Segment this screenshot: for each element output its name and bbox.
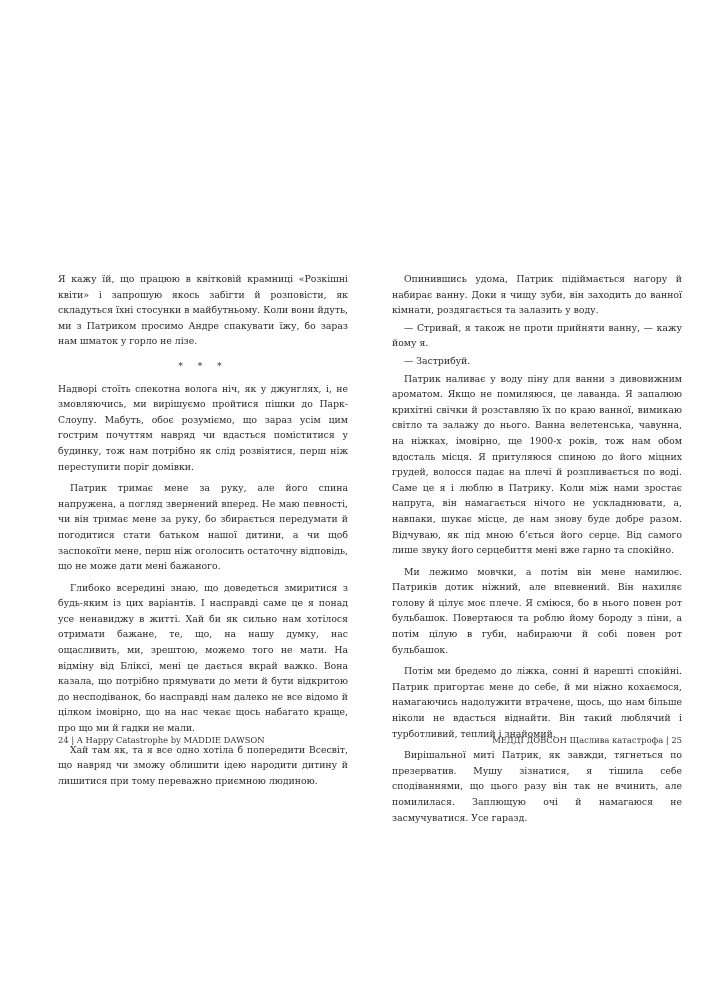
paragraph: — Застрибуй. <box>404 355 471 367</box>
paragraph: Патрик тримає мене за руку, але його спина напружена, а погляд звернений вперед. Не маю певності, чи він тримає мене за руку, бо збирається передумати й погодитися стати батьком нашої дитини, а чи щоб заспокоїти мене, перш ніж оголосить остаточну відповідь, що не може дати мені бажаного. <box>58 483 348 573</box>
paragraph: Патрик наливає у воду піну для ванни з дивовижним ароматом. Якщо не помиляюся, це лаванда. Я запалюю крихітні свічки й розставляю їх по краю ванної, вимикаю світло та залажу до нього. Ванна велетенська, чавунна, на ніжках, імовірно, ще 1900-х років, тож нам обом вдосталь місця. Я притуляюся спиною до його міцних грудей, волосся падає на плечі й розпливається по воді. Саме це я і люблю в Патрику. Коли між нами зростає напруга, він намагається нічого не ускладнювати, а, навпаки, шукає місце, де нам знову буде добре разом. Відчуваю, як під мною б’ється його серце. Від самого лише звуку його серцебиття мені вже гарно та спокійно. <box>392 373 682 557</box>
paragraph: — Стривай, я також не проти прийняти ванну, — кажу йому я. <box>392 322 682 350</box>
paragraph: Ми лежимо мовчки, а потім він мене намилює. Патриків дотик ніжний, але впевнений. Він нахиляє голову й цілує моє плече. Я сміюся, бо в нього повен рот бульбашок. Повертаюся та роблю йому бороду з піни, а потім цілую в губи, набираючи й собі повен рот бульбашок. <box>392 566 682 656</box>
paragraph: Вирішальної миті Патрик, як завжди, тягнеться по презерватив. Мушу зізнатися, я тішила себе сподіваннями, що цього разу він так не вчинить, але помилилася. Заплющую очі й намагаюся не засмучуватися. Усе гаразд. <box>392 750 682 824</box>
left-page <box>58 272 348 789</box>
left-page-footer: 24 | A Happy Catastrophe by MADDIE DAWSON <box>58 735 265 745</box>
paragraph: Потім ми бредемо до ліжка, сонні й нарешті спокійні. Патрик пригортає мене до себе, й ми ніжно кохаємося, намагаючись надолужити втрачене, щось, що нам більше ніколи не вдасться віднайти. Він такий люблячий і турботливий, теплий і знайомий. <box>392 666 682 740</box>
paragraph: Надворі стоїть спекотна волога ніч, як у джунглях, і, не змовляючись, ми вирішуємо пройтися пішки до Парк-Слоупу. Мабуть, обоє розуміємо, що зараз усім цим гострим почуттям навряд чи вдасться поміститися у будинку, тож нам потрібно як слід розвіятися, перш ніж переступити поріг домівки. <box>58 383 348 473</box>
right-page-footer: МЕДДІ ДОВСОН Щаслива катастрофа | 25 <box>492 735 682 745</box>
paragraph: Глибоко всередині знаю, що доведеться змиритися з будь-яким із цих варіантів. І насправді саме це я понад усе ненавиджу в житті. Хай би як сильно нам хотілося отримати бажане, те, що, на нашу думку, нас ощасливить, ми, зрештою, можемо того не мати. На відміну від Бліксі, мені це дається вкрай важко. Вона казала, що потрібно прямувати до мети й бути відкритою до несподіванок, бо насправді нам далеко не все відомо й цілком імовірно, що на нас чекає щось набагато краще, про що ми й гадки не мали. <box>58 582 348 735</box>
left-page-text <box>58 272 348 789</box>
paragraph: Хай там як, та я все одно хотіла б попередити Всесвіт, що навряд чи зможу облишити ідею народити дитину й лишитися при тому переважно приємною людиною. <box>58 744 348 787</box>
paragraph: Я кажу їй, що працюю в квітковій крамниці «Розкішні квіти» і запрошую якось забігти й розповісти, як складуться їхні стосунки в майбутньому. Коли вони йдуть, ми з Патриком просимо Андре спакувати їжу, бо зараз нам шматок у горло не лізе. <box>58 274 348 348</box>
section-separator: * * * <box>178 361 228 372</box>
paragraph: Опинившись удома, Патрик підіймається нагору й набирає ванну. Доки я чищу зуби, він заходить до ванної кімнати, роздягається та залазить у воду. <box>392 274 682 317</box>
